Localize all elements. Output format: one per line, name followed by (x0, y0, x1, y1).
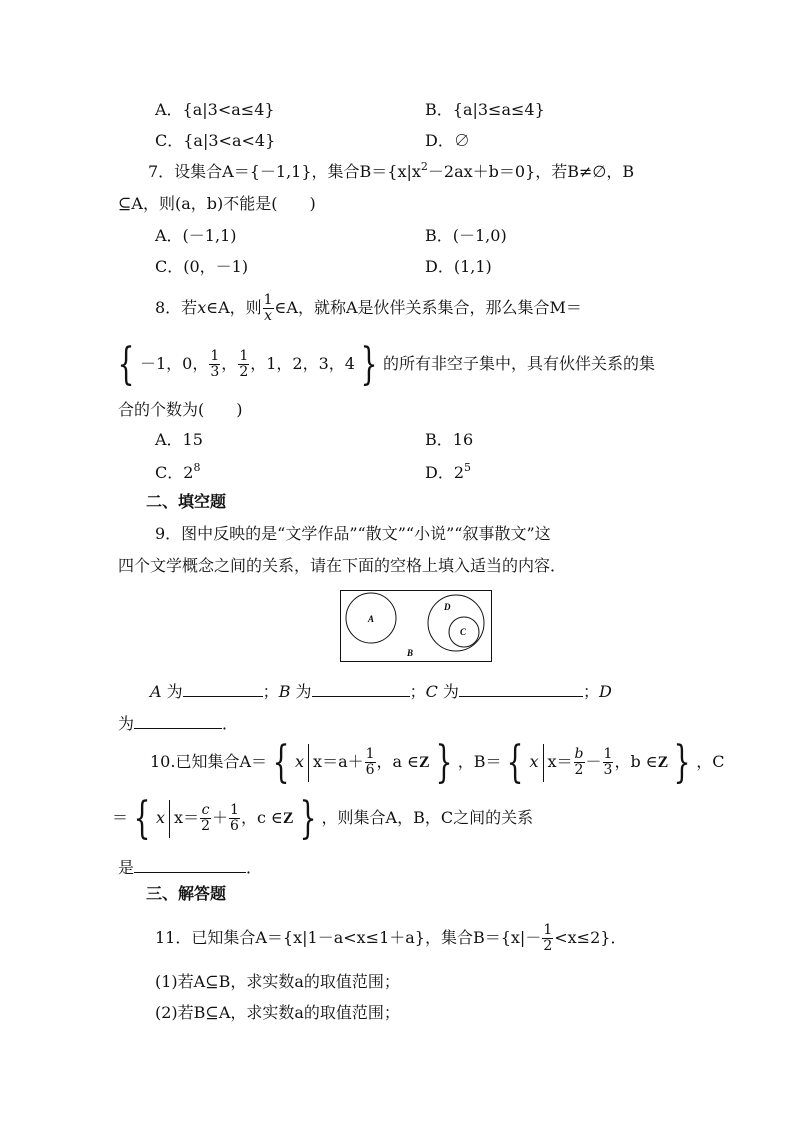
venn-diagram (340, 590, 492, 662)
q9-stem-line1: 9．图中反映的是“文学作品”“散文”“小说”“叙事散文”这 (155, 524, 551, 543)
q6-option-d: D．∅ (425, 131, 470, 150)
q10-stem-line2: ＝ { x x＝ $\frac{c}{2}$ ＋ $\frac{1}{6}$ ，c ∈Z } ，则集合A，B，C之间的关系 (112, 792, 534, 844)
q11-part-1: (1)若A⊆B，求实数a的取值范围； (155, 972, 400, 991)
q11-stem: 11．已知集合A＝{x|1－a<x≤1＋a}，集合B＝{x|－ $\frac{1}{2}$ <x≤2}． (155, 922, 627, 954)
blank-b[interactable] (312, 678, 410, 697)
q6-option-c: C．{a|3<a<4} (155, 131, 276, 150)
q8-stem-line3: 合的个数为( ) (118, 400, 243, 419)
blank-a[interactable] (183, 678, 263, 697)
blank-q10[interactable] (134, 854, 246, 873)
q8-option-c: C．$2^8$ (155, 460, 201, 482)
q10-answer-line: 是 ． (118, 854, 262, 878)
blank-d[interactable] (134, 710, 222, 729)
q8-option-d: D．$2^5$ (425, 460, 472, 482)
q6-option-b: B．{a|3≤a≤4} (425, 100, 545, 119)
venn-label-b: B (407, 648, 414, 658)
q8-stem-line2: { －1，0， $\frac{1}{3}$ ， $\frac{1}{2}$ ，1，2，3，4 } 的所有非空子集中，具有伙伴关系的集 (117, 338, 655, 390)
venn-label-d: D (444, 602, 451, 612)
venn-universe-b (341, 591, 492, 662)
q10-stem-line1: 10.已知集合A＝ { x x＝a＋ $\frac{1}{6}$ ，a ∈Z } ，B＝ { x x＝ $\frac{b}{2}$ － $\frac{1}{3}$ ，b ∈Z } ，C (150, 736, 725, 788)
section-fill-in-heading: 二、填空题 (146, 492, 227, 511)
q8-option-b: B．16 (425, 430, 474, 449)
q9-blanks-line2: 为 ． (118, 710, 238, 734)
q11-part-2: (2)若B⊆A，求实数a的取值范围； (155, 1003, 400, 1022)
q7-option-d: D．(1,1) (425, 257, 492, 276)
venn-label-a: A (368, 614, 375, 624)
q8-stem-line1: 8．若x∈A，则 $\frac{1}{x}$ ∈A，就称A是伙伴关系集合，那么集合M＝ (155, 292, 582, 324)
q7-stem-line1: 7．设集合A＝{－1,1}，集合$B=\{x|x^2-2ax+b=0\}$，若B≠∅，B (148, 159, 635, 181)
blank-c[interactable] (459, 678, 583, 697)
q9-blanks-line1: A 为 ；B 为 ；C 为 ；D (150, 678, 612, 702)
q9-stem-line2: 四个文学概念之间的关系，请在下面的空格上填入适当的内容． (118, 556, 567, 575)
q8-option-a: A．15 (155, 430, 203, 449)
fraction-1-over-x: $\frac{1}{x}$ (263, 292, 273, 324)
section-solve-heading: 三、解答题 (146, 884, 227, 903)
q6-option-a: A．{a|3<a≤4} (155, 100, 275, 119)
venn-label-c: C (460, 627, 467, 637)
q7-option-b: B．(－1,0) (425, 226, 507, 245)
q7-stem-line2: ⊆A，则(a，b)不能是( ) (118, 194, 316, 213)
q7-option-c: C．(0，－1) (155, 257, 249, 276)
q7-option-a: A．(－1,1) (155, 226, 237, 245)
